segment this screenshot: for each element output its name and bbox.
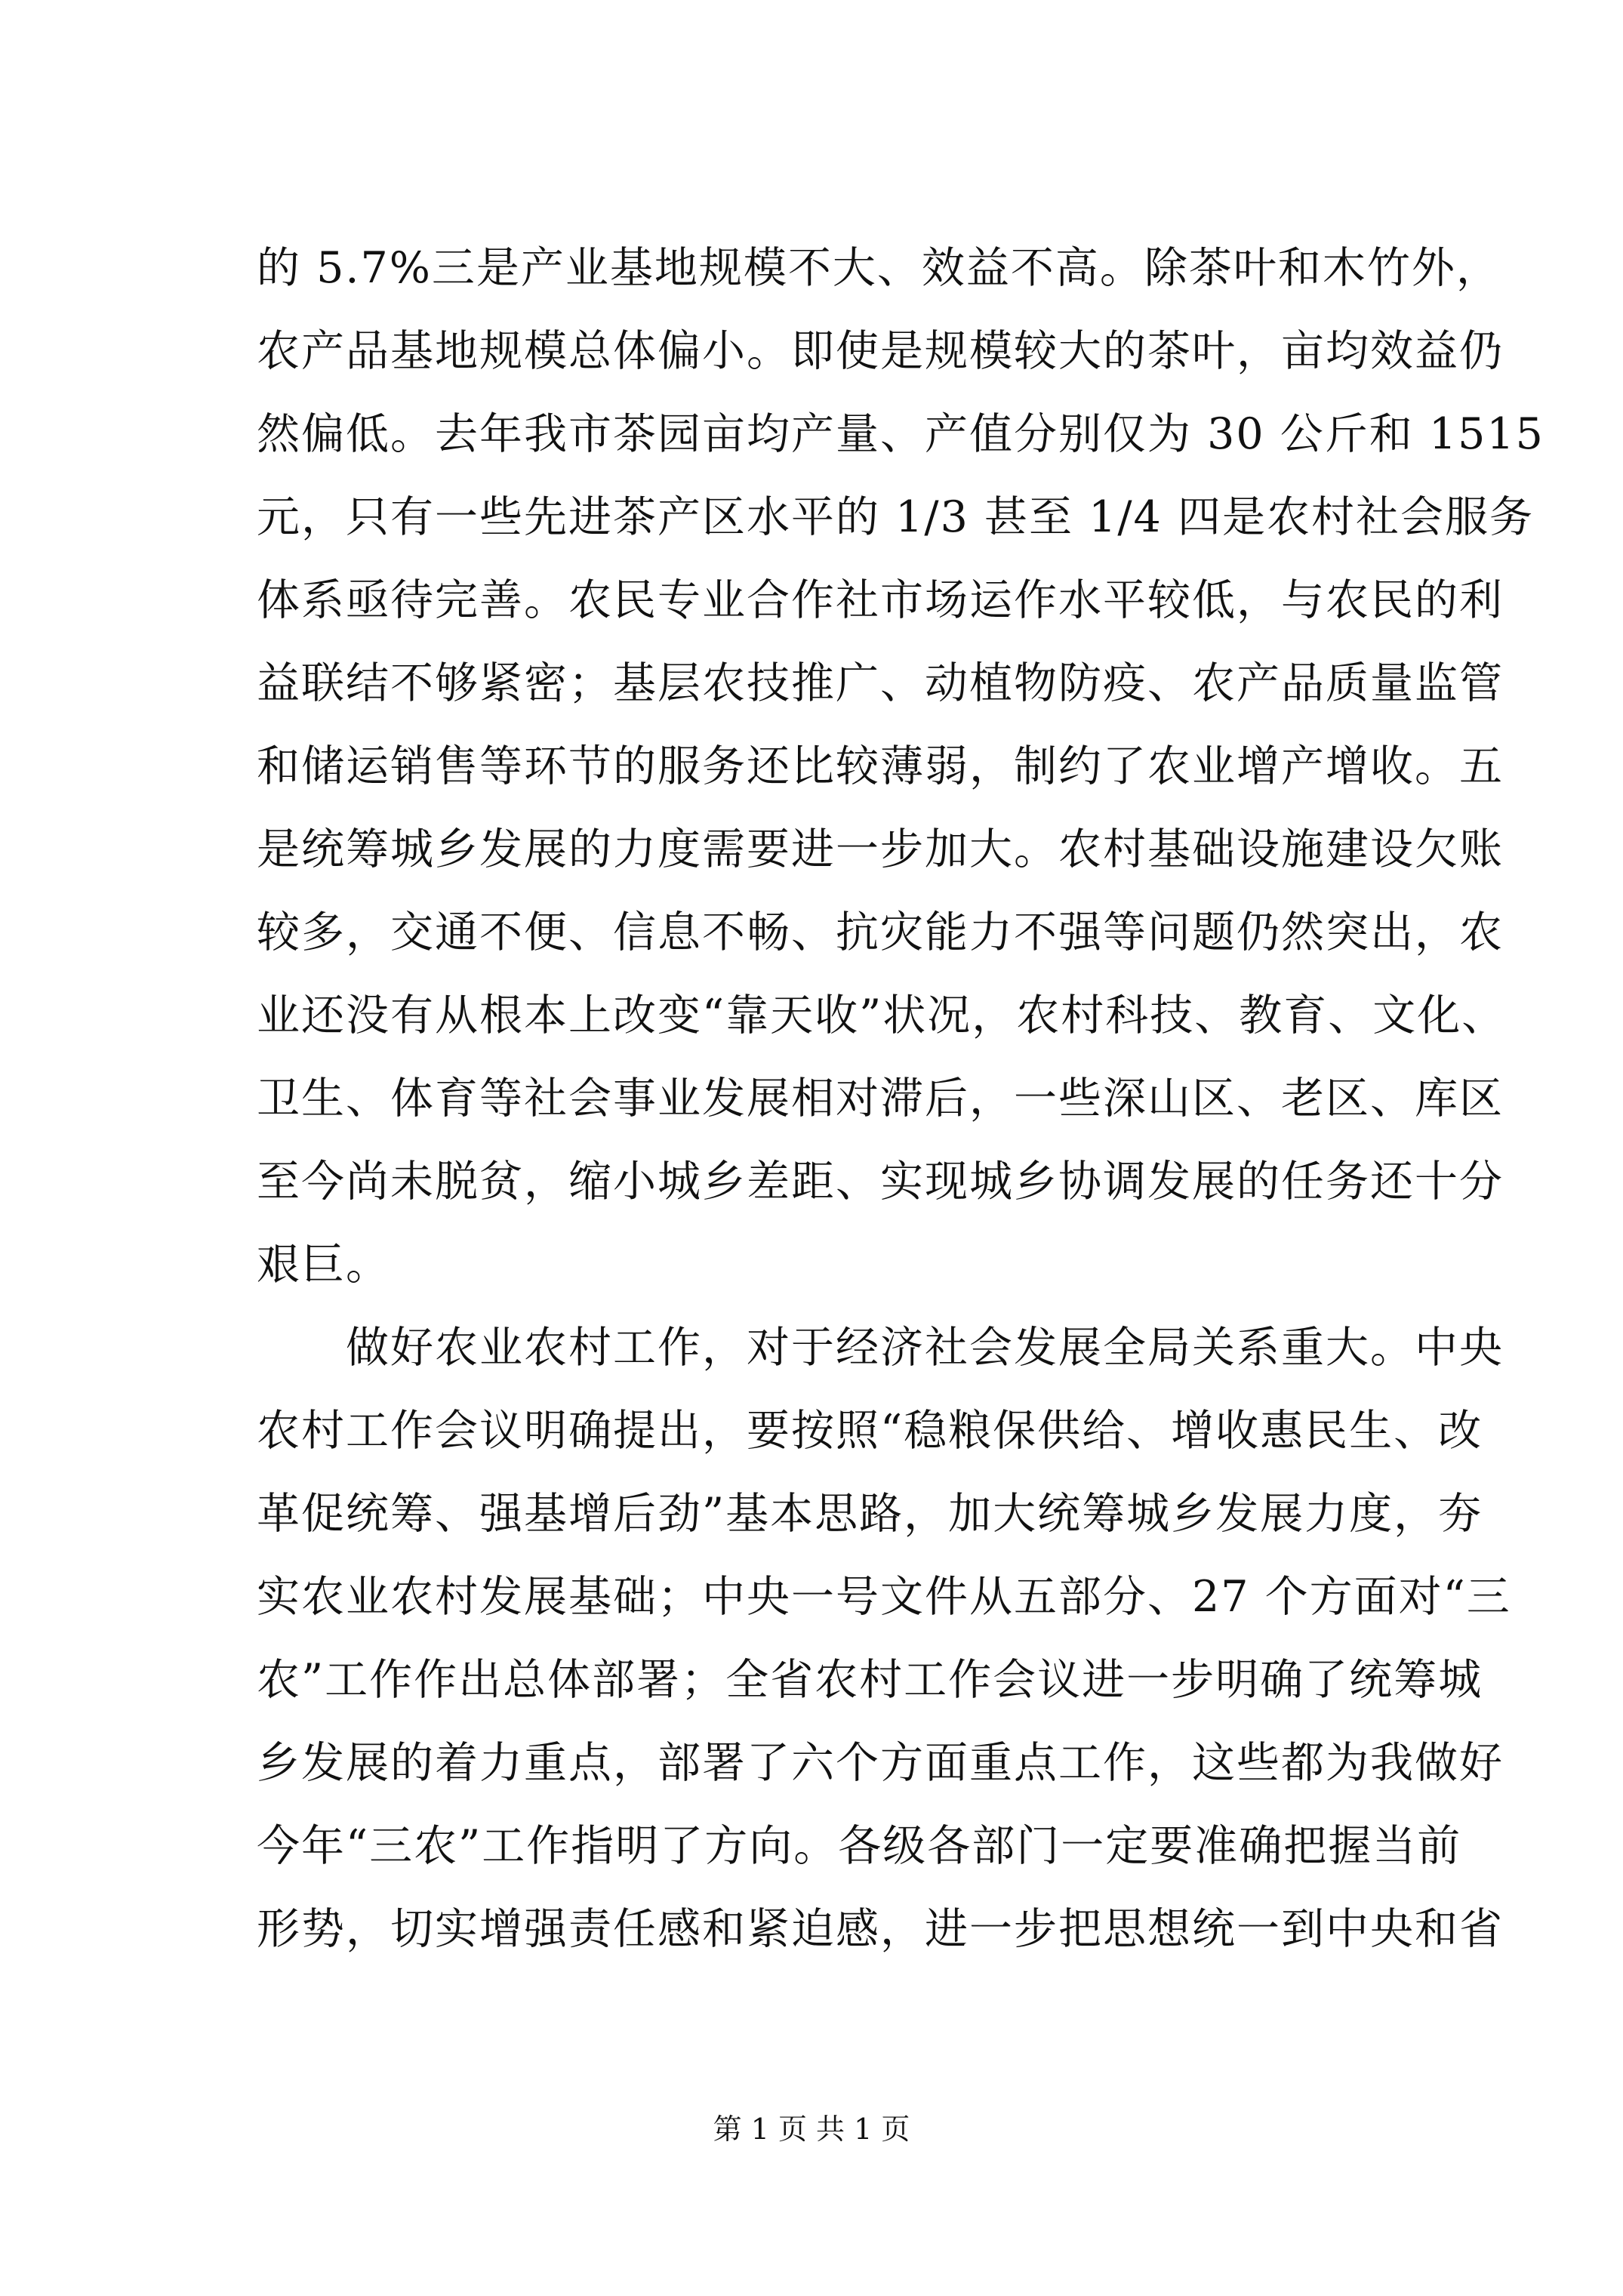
text-line: 的 5.7%三是产业基地规模不大、效益不高。除茶叶和木竹外， [257,243,1501,293]
text-line: 和储运销售等环节的服务还比较薄弱，制约了农业增产增收。五 [257,741,1504,791]
text-line: 然偏低。去年我市茶园亩均产量、产值分别仅为 30 公斤和 1515 [257,409,1544,459]
text-line: 革促统筹、强基增后劲”基本思路，加大统筹城乡发展力度，夯 [257,1489,1483,1539]
text-line: 实农业农村发展基础；中央一号文件从五部分、27 个方面对“三 [257,1572,1511,1622]
text-line: 是统筹城乡发展的力度需要进一步加大。农村基础设施建设欠账 [257,824,1504,874]
text-line: 艰巨。 [257,1240,390,1290]
text-line: 形势，切实增强责任感和紧迫感，进一步把思想统一到中央和省 [257,1904,1504,1954]
text-line: 较多，交通不便、信息不畅、抗灾能力不强等问题仍然突出，农 [257,908,1504,957]
text-line: 至今尚未脱贫，缩小城乡差距、实现城乡协调发展的任务还十分 [257,1157,1504,1207]
text-line: 元，只有一些先进茶产区水平的 1/3 甚至 1/4 四是农村社会服务 [257,492,1534,542]
text-line: 业还没有从根本上改变“靠天收”状况，农村科技、教育、文化、 [257,991,1507,1040]
page-number: 第 1 页 共 1 页 [713,2113,910,2146]
text-line: 体系亟待完善。农民专业合作社市场运作水平较低，与农民的利 [257,575,1504,625]
text-line: 农”工作作出总体部署；全省农村工作会议进一步明确了统筹城 [257,1655,1483,1705]
text-line: 卫生、体育等社会事业发展相对滞后，一些深山区、老区、库区 [257,1074,1504,1123]
text-line: 今年“三农”工作指明了方向。各级各部门一定要准确把握当前 [257,1821,1462,1871]
text-line: 益联结不够紧密；基层农技推广、动植物防疫、农产品质量监管 [257,658,1504,708]
text-line: 农村工作会议明确提出，要按照“稳粮保供给、增收惠民生、改 [257,1406,1483,1456]
text-line: 乡发展的着力重点，部署了六个方面重点工作，这些都为我做好 [257,1738,1504,1788]
paragraph-first-line: 做好农业农村工作，对于经济社会发展全局关系重大。中央 [346,1323,1504,1373]
text-line: 农产品基地规模总体偏小。即使是规模较大的茶叶，亩均效益仍 [257,326,1504,376]
